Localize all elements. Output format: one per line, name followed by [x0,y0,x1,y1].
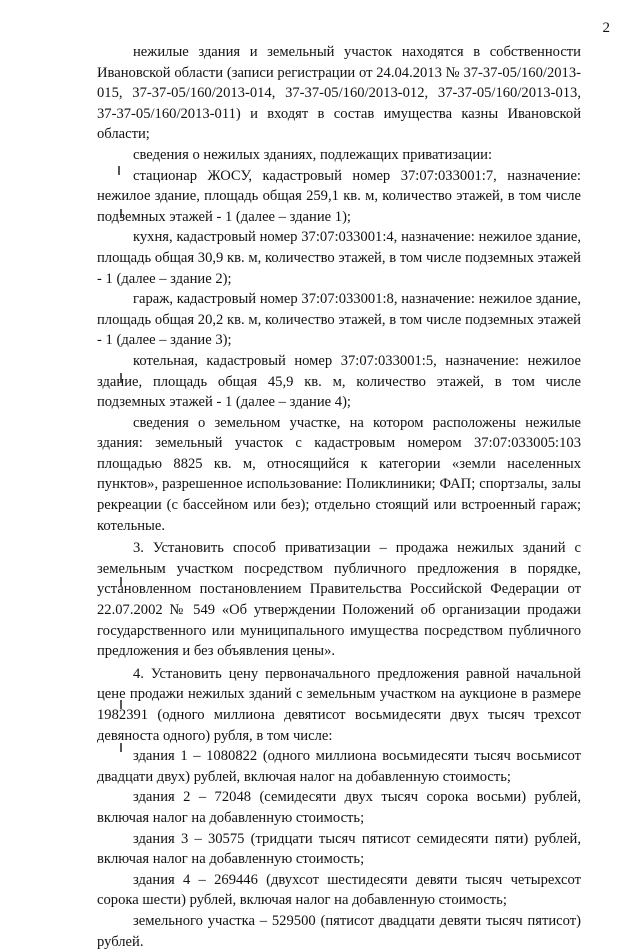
paragraph-buildings-intro: сведения о нежилых зданиях, подлежащих приватизации: [133,146,492,163]
paragraph-item-3: 3. Установить способ приватизации – продажа нежилых зданий с земельным участком посредством публичного предложения в порядке, установленном постановлением Правительства Российской Федерации от 22.07.2002 № 549 «Об утверждении Положений об организации продажи государственного или муниципального имущества посредством публичного предложения и без объявления цены». [97,540,581,660]
paragraph-building-3: гараж, кадастровый номер 37:07:033001:8, назначение: нежилое здание, площадь общая 20,2 кв. м, количество этажей, в том числе подземных этажей - 1 (далее – здание 3); [97,291,581,349]
paragraph-building-2: кухня, кадастровый номер 37:07:033001:4, назначение: нежилое здание, площадь общая 30,9 кв. м, количество этажей, в том числе подземных этажей - 1 (далее – здание 2); [97,229,581,287]
paragraph-building-4: котельная, кадастровый номер 37:07:033001:5, назначение: нежилое здание, площадь общая 45,9 кв. м, количество этажей, в том числе подземных этажей - 1 (далее – здание 4); [97,352,581,411]
paragraph-price-building-4: здания 4 – 269446 (двухсот шестидесяти девяти тысяч четырехсот сорока шести) рублей, включая налог на добавленную стоимость; [97,871,581,909]
paragraph-land-plot: сведения о земельном участке, на котором расположены нежилые здания: земельный участок с кадастровым номером 37:07:033005:103 площадью 8825 кв. м, относящийся к категории «земли населенных пунктов», разрешенное использование: Поликлиники; ФАП; спортзалы, залы рекреации (с бассейном или без); отдельно стоящий или встроенный гараж; котельные. [97,414,581,534]
paragraph-price-land: земельного участка – 529500 (пятисот двадцати девяти тысяч пятисот) рублей. [97,912,581,950]
paragraph-building-1: стационар ЖОСУ, кадастровый номер 37:07:033001:7, назначение: нежилое здание, площадь общая 259,1 кв. м, количество этажей, в том числе подземных этажей - 1 (далее – здание 1); [97,167,581,225]
paragraph-item-4: 4. Установить цену первоначального предложения равной начальной цене продажи нежилых зданий с земельным участком на аукционе в размере 1982391 (одного миллиона девятисот восьмидесяти двух тысяч трехсот девяноста одного) рубля, в том числе: [97,665,581,744]
paragraph-price-building-1: здания 1 – 1080822 (одного миллиона восьмидесяти тысяч восьмисот двадцати двух) рублей, включая налог на добавленную стоимость; [97,748,581,785]
paragraph-price-building-2: здания 2 – 72048 (семидесяти двух тысяч сорока восьми) рублей, включая налог на добавленную стоимость; [97,789,581,826]
document-body [97,42,581,952]
paragraph-price-building-3: здания 3 – 30575 (тридцати тысяч пятисот семидесяти пяти) рублей, включая налог на добавленную стоимость; [97,830,581,868]
paragraph-ownership: нежилые здания и земельный участок находятся в собственности Ивановской области (записи регистрации от 24.04.2013 № 37-37-05/160/2013-015, 37-37-05/160/2013-014, 37-37-05/160/2013-012, 37-37-05/160/2013-013, 37-37-05/160/2013-011) и входят в состав имущества казны Ивановской области; [97,44,581,143]
page-number: 2 [602,20,610,36]
